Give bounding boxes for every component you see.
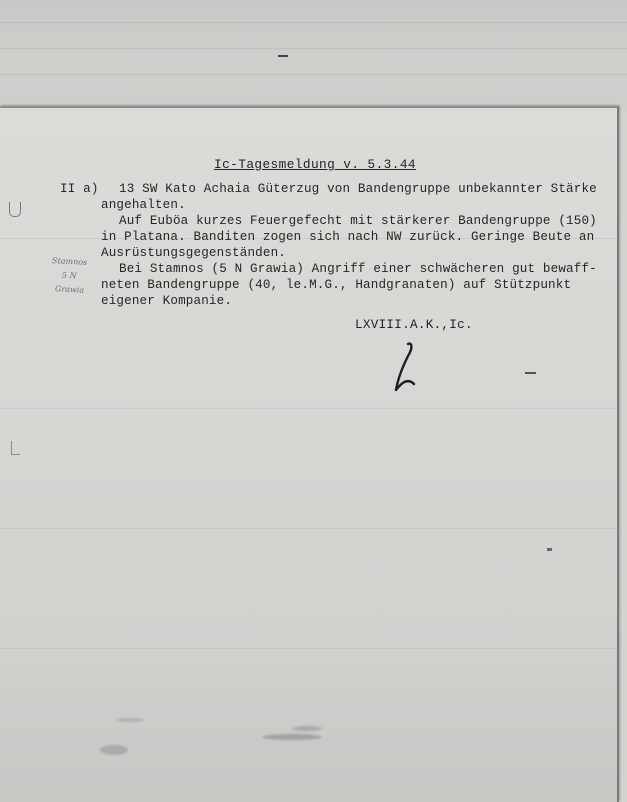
margin-clip-mark — [11, 441, 20, 455]
ruled-line — [0, 408, 617, 409]
ruled-line — [0, 74, 627, 75]
smudge — [100, 745, 128, 755]
ruled-line — [0, 648, 617, 649]
smudge — [115, 718, 145, 722]
backing-sheet — [0, 0, 627, 112]
report-line: in Platana. Banditen zogen sich nach NW zurück. Geringe Beute an — [101, 230, 595, 244]
paper-mark — [525, 372, 536, 374]
report-line: 13 SW Kato Achaia Güterzug von Bandengruppe unbekannter Stärke — [119, 182, 597, 196]
margin-clip-mark — [9, 202, 21, 217]
signature-mark — [388, 340, 428, 396]
report-line: Auf Euböa kurzes Feuergefecht mit stärkerer Bandengruppe (150) — [119, 214, 597, 228]
report-line: eigener Kompanie. — [101, 294, 233, 308]
document-sheet — [0, 106, 619, 802]
ruled-line — [0, 48, 627, 49]
report-line: angehalten. — [101, 198, 186, 212]
paper-mark — [547, 548, 552, 551]
report-line: Bei Stamnos (5 N Grawia) Angriff einer schwächeren gut bewaff- — [119, 262, 597, 276]
sender-line: LXVIII.A.K.,Ic. — [355, 318, 473, 332]
margin-note-line: 5 N — [61, 270, 77, 281]
ruled-line — [0, 528, 617, 529]
report-line: Ausrüstungsgegenständen. — [101, 246, 286, 260]
margin-note-line: Grawia — [54, 284, 85, 295]
smudge — [262, 734, 322, 740]
paper-mark — [278, 55, 288, 57]
margin-note-line: Stamnos — [51, 256, 88, 267]
report-line: neten Bandengruppe (40, le.M.G., Handgranaten) auf Stützpunkt — [101, 278, 572, 292]
section-label: II a) — [60, 182, 99, 196]
report-title: Ic-Tagesmeldung v. 5.3.44 — [214, 157, 416, 172]
ruled-line — [0, 22, 627, 23]
smudge — [292, 726, 322, 731]
